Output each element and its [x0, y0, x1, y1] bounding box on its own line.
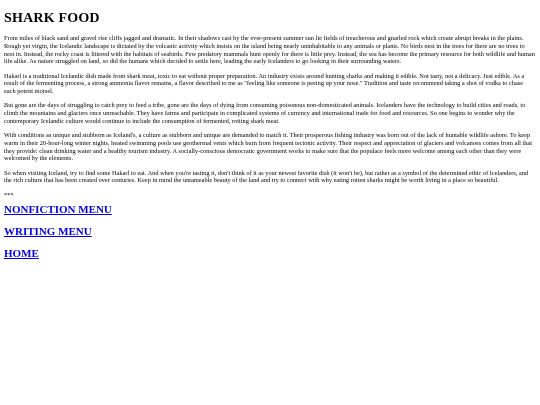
- paragraph-conclusion: So when visiting Iceland, try to find some Hakarl to eat. And when you're tasting it, don't think of it as your newest favorite dish (it won't be), but rather as a symbol of the determined ethic of Icelanders, and the rich culture that has been created over centuries. Keep in mind the untameable beauty of the land and try to connect with why eating rotten sharks might be worth living in a place so beautiful.: [4, 169, 529, 185]
- writing-menu-link[interactable]: WRITING MENU: [4, 226, 92, 239]
- nonfiction-menu-link[interactable]: NONFICTION MENU: [4, 204, 112, 217]
- page-title: SHARK FOOD: [4, 11, 100, 26]
- home-link[interactable]: HOME: [4, 248, 39, 261]
- paragraph-landscape: From miles of black sand and gravel rise cliffs jagged and dramatic. In their shadows cast by the ever-present summer sun lie fields of treacherous and gnarled rock which create abrupt breaks in the plains. Rough yet virgin, the Icelandic landscape is dictated by the volcanic activity which insists on the island being nearly uninhabitable to any animals or plants. No birds nest in the trees for there are no trees to nest in. Instead, the rocky coast is littered with the habitats of seabirds. Few predatory mammals hunt openly for there is little prey. Instead, the sea has become the primary resource for both wildlife and human life alike. As nature struggled on land, so did the humans which decided to settle here, leading the early Icelanders to go looking in their surrounding waters.: [4, 35, 535, 66]
- section-separator: ***: [4, 191, 14, 199]
- paragraph-hakarl: Hakarl is a traditional Icelandic dish made from shark meat, toxic to eat without proper preparation. An industry exists around hunting sharks and making it edible. Not tasty, not a delicacy. Just edible. As a result of the fermenting process, a strong ammonia flavor remains, a flavor described to me as "feeling like someone is peeing up your nose." Tradition and taste recommend taking a shot of vodka to chase each potent morsel.: [4, 72, 525, 95]
- paragraph-modern-iceland: But gone are the days of struggling to catch prey to feed a tribe, gone are the days of dying from consuming poisonous non-domesticated animals. Icelanders have the technology to build cities and roads, to climb the mountains and glaciers once unreachable. They have farms and participate in complicated systems of currency and international trade for food and resources. So one begins to wonder why the contemporary Icelandic culture would continue to include the consumption of fermented, rotting shark meat.: [4, 102, 526, 125]
- paragraph-culture: With conditions as unique and stubborn as Iceland's, a culture as stubborn and unique are demanded to match it. Their prosperous fishing industry was born out of the lack of huntable wildlife ashore. To keep warm in their 20-hour-long winter nights, heated swimming pools use geothermal vents which burn from frequent tectonic activity. Their respect and appreciation of glaciers and volcanoes comes from all that they provide: clean drinking water and a healthy tourism industry. A socially-conscious democratic government works to make sure that the populace feels more welcome among each other than they were welcomed by the elements.: [4, 132, 533, 163]
